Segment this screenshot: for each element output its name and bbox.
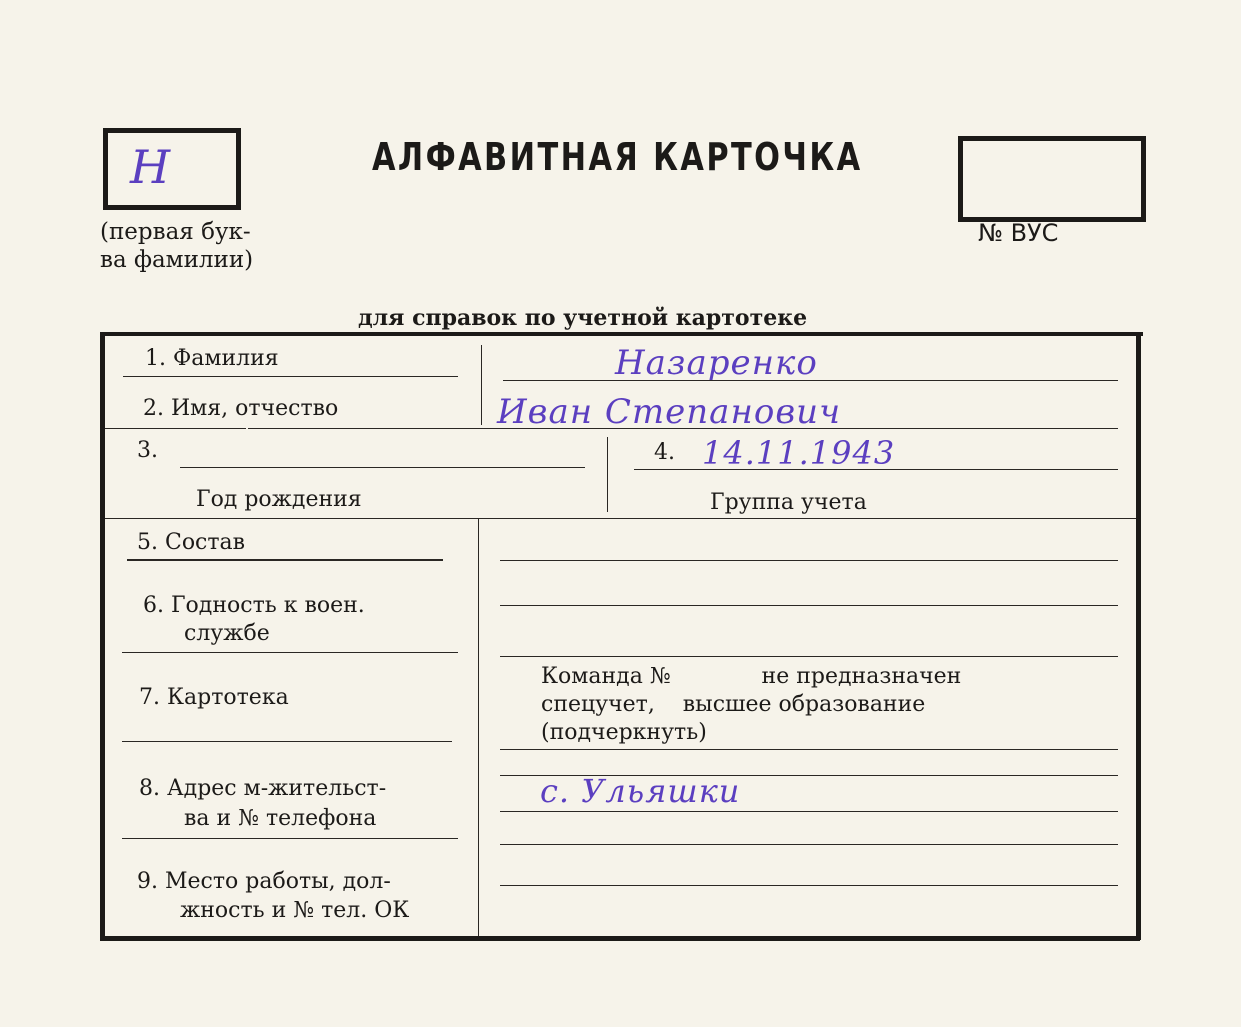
right-line-2	[500, 605, 1118, 606]
field-4-line	[634, 469, 1118, 470]
field-7-label: 7. Картотека	[139, 685, 289, 710]
vus-box	[958, 136, 1146, 222]
card-title: АЛФАВИТНАЯ КАРТОЧКА	[372, 135, 863, 179]
field-3-caption: Год рождения	[196, 487, 362, 512]
field-6-label-line1: 6. Годность к воен.	[143, 593, 365, 618]
field-1-label: 1. Фамилия	[145, 346, 279, 371]
field-5-label: 5. Состав	[137, 530, 246, 555]
field-8-value-line	[500, 811, 1118, 812]
field-7-text-line1: Команда № не предназначен	[541, 664, 962, 689]
row-3-top-line	[105, 428, 246, 429]
field-7-underline	[122, 741, 452, 742]
surname-letter-value: Н	[130, 140, 172, 194]
frame-top	[100, 332, 1143, 336]
card-subtitle: для справок по учетной картотеке	[358, 305, 808, 331]
right-line-7	[500, 885, 1118, 886]
field-6-underline	[122, 652, 458, 653]
field-8-label-line1: 8. Адрес м-жительст-	[139, 776, 387, 801]
field-3-line	[180, 467, 585, 468]
field-7-text-line3: (подчеркнуть)	[541, 720, 707, 745]
field-8-underline	[122, 838, 458, 839]
frame-left	[100, 332, 105, 941]
field-1-label-underline	[123, 376, 458, 377]
field-9-label-line2: жность и № тел. ОК	[180, 898, 410, 923]
field-4-number: 4.	[654, 440, 675, 465]
field-3-4-divider	[607, 437, 608, 512]
field-1-value: Назаренко	[615, 343, 818, 383]
field-8-value: с. Ульяшки	[540, 772, 741, 810]
vus-label: № ВУС	[978, 219, 1059, 247]
field-7-text-line2: спецучет, высшее образование	[541, 692, 926, 717]
field-8-label-line2: ва и № телефона	[184, 806, 377, 831]
field-5-underline	[127, 559, 443, 561]
right-line-1	[500, 560, 1118, 561]
field-1-2-divider	[481, 345, 482, 425]
field-1-value-line	[503, 380, 1118, 381]
frame-right	[1136, 332, 1141, 940]
field-6-label-line2: службе	[184, 621, 270, 646]
letter-box-caption-line1: (первая бук-	[100, 219, 251, 245]
right-line-4	[500, 749, 1118, 750]
letter-box-caption-line2: ва фамилии)	[100, 247, 254, 273]
field-2-line	[248, 428, 1118, 429]
field-4-caption: Группа учета	[710, 490, 867, 515]
field-2-value: Иван Степанович	[497, 392, 842, 432]
right-line-6	[500, 844, 1118, 845]
row-3-bottom-line	[105, 518, 1136, 519]
field-2-label: 2. Имя, отчество	[143, 396, 339, 421]
field-3-number: 3.	[137, 438, 158, 463]
field-9-label-line1: 9. Место работы, дол-	[137, 869, 391, 894]
field-4-value: 14.11.1943	[702, 434, 896, 472]
lower-column-divider	[478, 518, 479, 936]
right-line-3	[500, 656, 1118, 657]
frame-bottom	[100, 936, 1140, 941]
surname-letter-box	[103, 128, 241, 210]
